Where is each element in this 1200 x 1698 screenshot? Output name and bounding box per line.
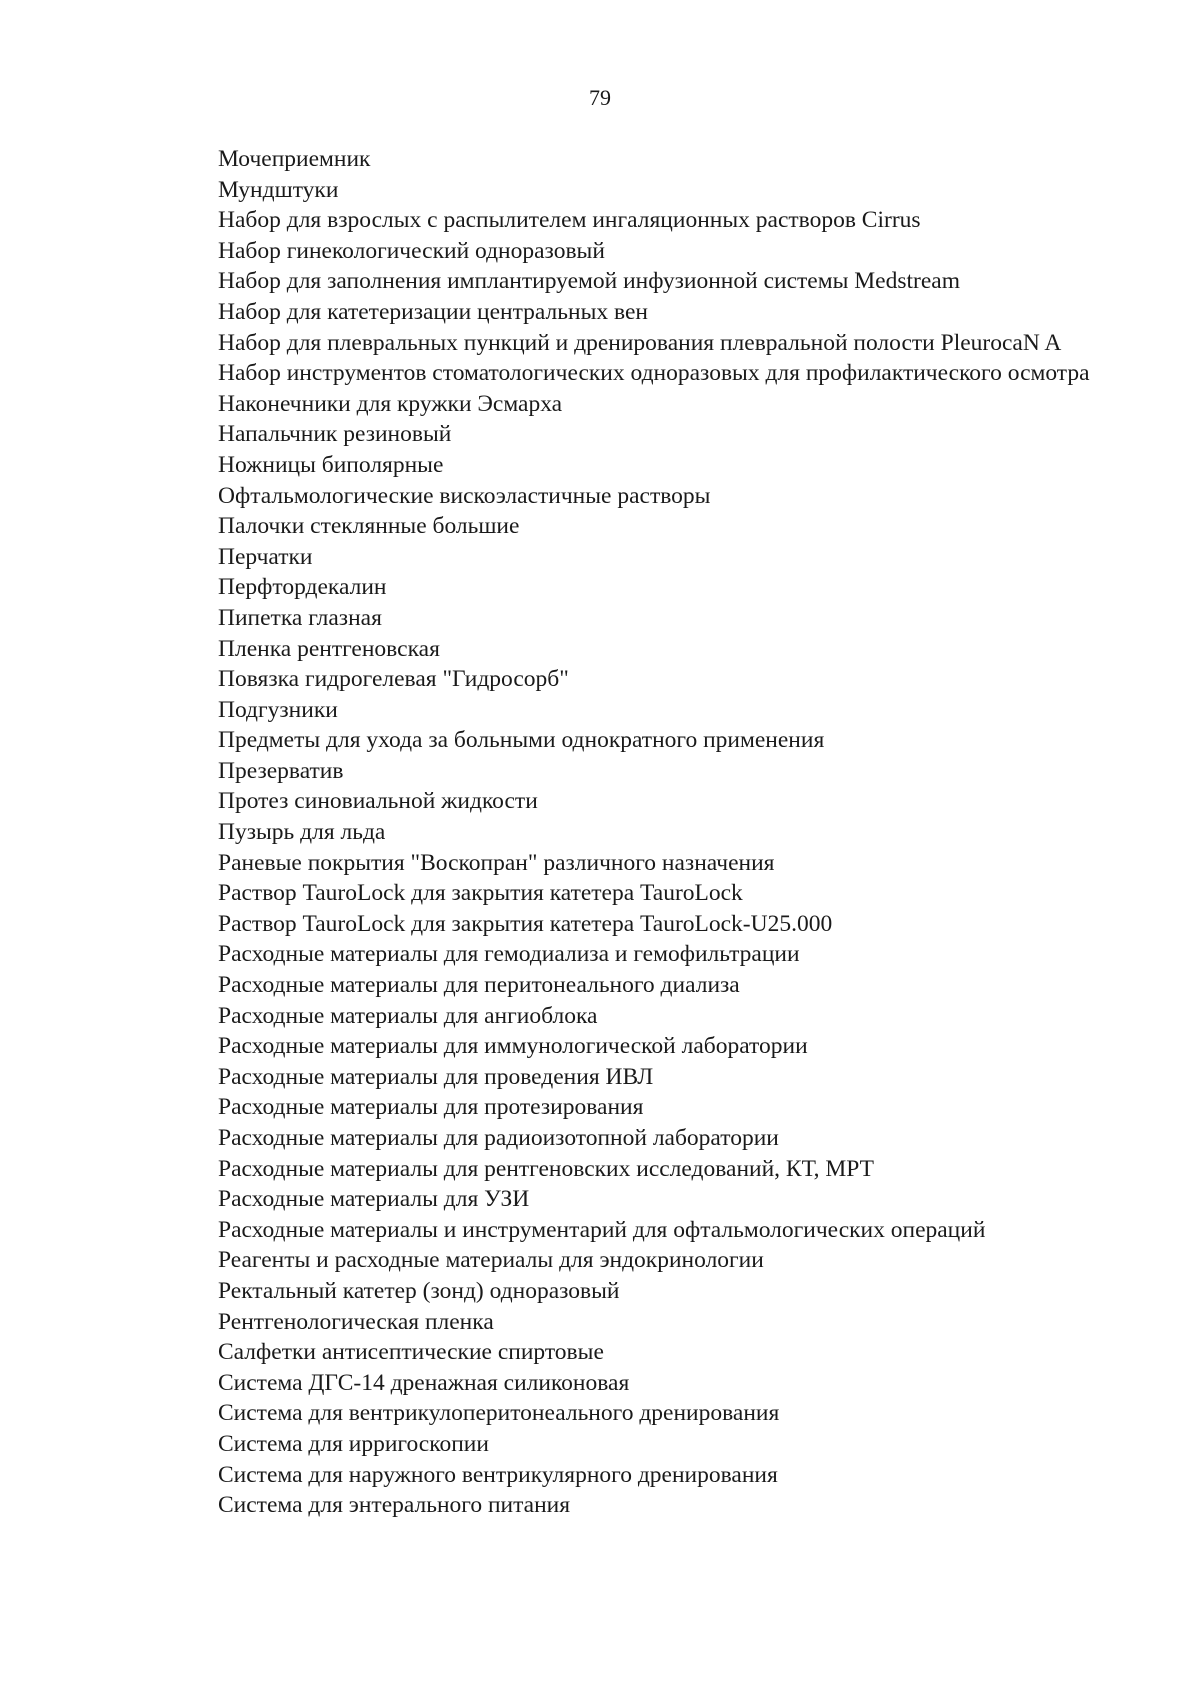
list-item: Расходные материалы для протезирования <box>218 1094 644 1121</box>
list-item: Перчатки <box>218 543 313 570</box>
list-item: Раневые покрытия "Воскопран" различного назначения <box>218 849 775 876</box>
list-item: Расходные материалы и инструментарий для офтальмологических операций <box>218 1216 986 1243</box>
list-item: Пипетка глазная <box>218 604 382 631</box>
list-item: Перфтордекалин <box>218 574 387 601</box>
list-item: Салфетки антисептические спиртовые <box>218 1339 604 1366</box>
list-item: Повязка гидрогелевая "Гидросорб" <box>218 666 569 693</box>
list-item: Расходные материалы для иммунологической лаборатории <box>218 1033 808 1060</box>
list-item: Система для наружного вентрикулярного дренирования <box>218 1461 778 1488</box>
list-item: Мундштуки <box>218 176 339 203</box>
list-item: Расходные материалы для проведения ИВЛ <box>218 1063 654 1090</box>
list-item: Раствор TauroLock для закрытия катетера TauroLock <box>218 880 743 907</box>
list-item: Набор для заполнения имплантируемой инфузионной системы Medstream <box>218 268 960 295</box>
list-item: Презерватив <box>218 757 344 784</box>
list-item: Система для энтерального питания <box>218 1492 571 1519</box>
list-item: Расходные материалы для ангиоблока <box>218 1002 598 1029</box>
list-item: Расходные материалы для гемодиализа и гемофильтрации <box>218 941 800 968</box>
list-item: Система ДГС-14 дренажная силиконовая <box>218 1369 630 1396</box>
list-item: Набор инструментов стоматологических одноразовых для профилактического осмотра <box>218 360 1090 387</box>
list-item: Предметы для ухода за больными однократного применения <box>218 727 825 754</box>
list-item: Расходные материалы для УЗИ <box>218 1186 530 1213</box>
list-item: Палочки стеклянные большие <box>218 513 520 540</box>
list-item: Рентгенологическая пленка <box>218 1308 494 1335</box>
list-item: Ректальный катетер (зонд) одноразовый <box>218 1277 620 1304</box>
list-item: Система для вентрикулоперитонеального дренирования <box>218 1400 780 1427</box>
list-item: Офтальмологические вискоэластичные растворы <box>218 482 711 509</box>
list-item: Мочеприемник <box>218 146 371 172</box>
list-item: Пузырь для льда <box>218 819 386 846</box>
list-item: Напальчник резиновый <box>218 421 452 448</box>
list-item: Набор для катетеризации центральных вен <box>218 298 648 325</box>
list-item: Расходные материалы для перитонеального диализа <box>218 972 740 999</box>
list-item: Набор для взрослых с распылителем ингаляционных растворов Cirrus <box>218 207 921 234</box>
list-item: Раствор TauroLock для закрытия катетера TauroLock-U25.000 <box>218 910 833 937</box>
list-item: Наконечники для кружки Эсмарха <box>218 390 563 417</box>
list-item: Набор гинекологический одноразовый <box>218 237 605 264</box>
page-number: 79 <box>589 85 611 110</box>
list-item: Реагенты и расходные материалы для эндокринологии <box>218 1247 764 1274</box>
list-item: Система для ирригоскопии <box>218 1430 489 1457</box>
list-item: Расходные материалы для рентгеновских исследований, КТ, МРТ <box>218 1155 874 1182</box>
list-item: Набор для плевральных пункций и дренирования плевральной полости PleurocaN A <box>218 329 1062 356</box>
item-list <box>173 144 1123 1521</box>
list-item: Подгузники <box>218 696 338 723</box>
list-item: Пленка рентгеновская <box>218 635 440 662</box>
list-item: Расходные материалы для радиоизотопной лаборатории <box>218 1125 779 1151</box>
list-item: Протез синовиальной жидкости <box>218 788 538 815</box>
list-item: Ножницы биполярные <box>218 451 444 478</box>
